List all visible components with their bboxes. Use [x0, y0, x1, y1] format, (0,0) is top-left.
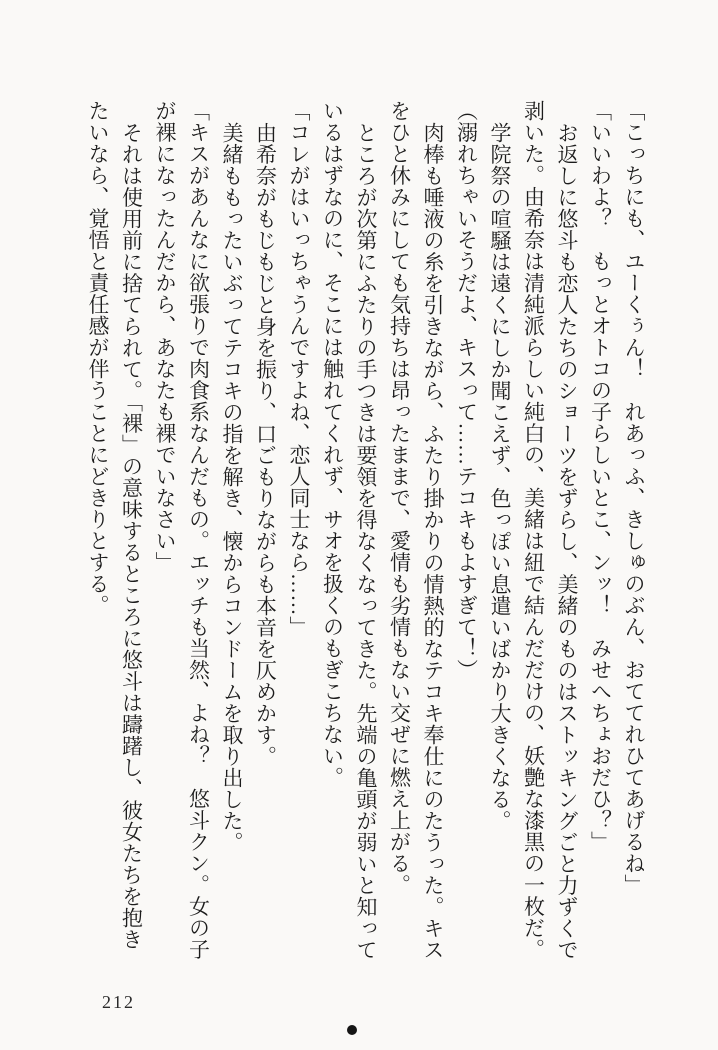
- page-text: [81, 100, 651, 960]
- text-line: 「こっちにも、ユーくぅん！ れあっふ、きしゅのぶん、おててれひてあげるね」: [622, 100, 646, 896]
- text-line: ところが次第にふたりの手つきは要領を得なくなってきた。先端の亀頭が弱いと知って: [354, 121, 378, 960]
- text-line: それは使用前に捨てられて。「裸」の意味するところに悠斗は躊躇し、彼女たちを抱き: [119, 121, 144, 950]
- text-line: 「キスがあんなに欲張りで肉食系なんだもの。エッチも当然、よね？ 悠斗クン。女の子: [186, 100, 211, 960]
- text-line: お返しに悠斗も恋人たちのショーツをずらし、美緒のものはストッキングごと力ずくで: [555, 121, 579, 960]
- text-line: 学院祭の喧騒は遠くにしか聞こえず、色っぽい息遣いばかり大きくなる。: [488, 121, 512, 831]
- page-number: 212: [102, 992, 135, 1012]
- text-line: （溺れちゃいそうだよ、キスって……テコキもよすぎて！）: [454, 100, 479, 681]
- text-line: 「いいわよ？ もっとオトコの子らしいとこ、ンッ！ みせへちょおだひ？」: [588, 100, 613, 853]
- text-line: たいなら、覚悟と責任感が伴うことにどきりとする。: [86, 100, 110, 616]
- text-line: 肉棒も唾液の糸を引きながら、ふたり掛かりの情熱的なテコキ奉仕にのたうった。キス: [421, 121, 445, 960]
- text-line: をひと休みにしても気持ちは昂ったままで、愛情も劣情もない交ぜに燃え上がる。: [387, 100, 412, 896]
- text-line: いるはずなのに、そこには触れてくれず、サオを扱くのもぎこちない。: [320, 100, 345, 788]
- text-line: が裸になったんだから、あなたも裸でいなさい」: [153, 100, 177, 573]
- text-line: 由希奈がもじもじと身を振り、口ごもりながらも本音を仄めかす。: [253, 121, 278, 767]
- text-line: 「コレがはいっちゃうんですよね、恋人同士なら……」: [287, 100, 311, 638]
- page-ornament-dot: [347, 1025, 357, 1035]
- text-line: 美緒ももったいぶってテコキの指を解き、懐からコンドームを取り出した。: [220, 121, 244, 853]
- text-line: 剥いた。由希奈は清純派らしい純白の、美緒は紐で結んだだけの、妖艶な漆黒の一枚だ。: [521, 100, 546, 960]
